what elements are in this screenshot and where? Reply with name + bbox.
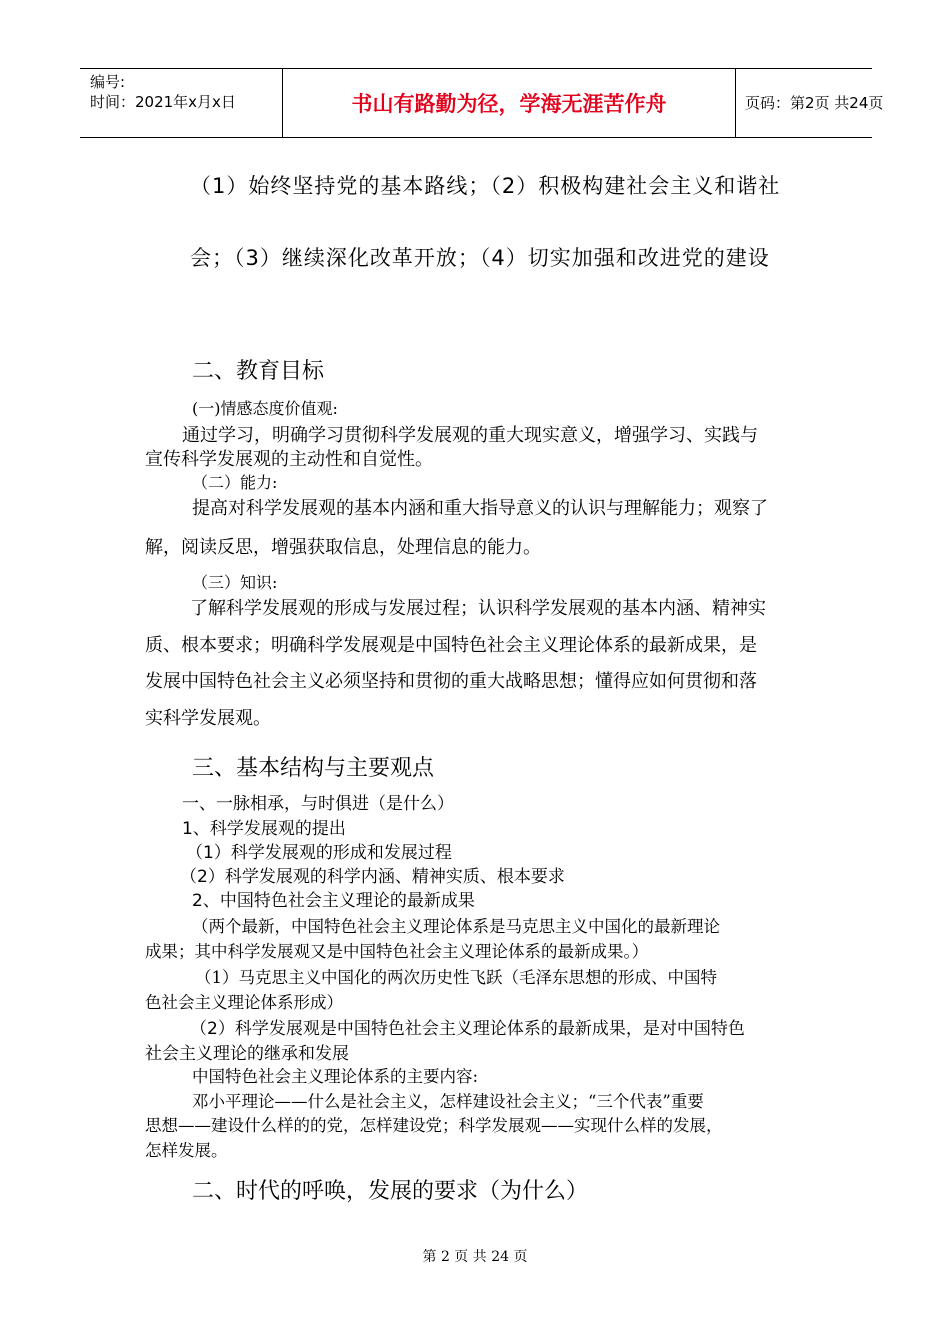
part-1-title: 一、一脉相承，与时俱进（是什么） <box>182 794 454 814</box>
part-2-title: 二、时代的呼唤，发展的要求（为什么） <box>192 1179 589 1204</box>
system-title: 中国特色社会主义理论体系的主要内容: <box>192 1067 479 1086</box>
system-line-1: 邓小平理论——什么是社会主义，怎样建设社会主义；“三个代表”重要 <box>192 1092 704 1111</box>
page-footer: 第 2 页 共 24 页 <box>422 1249 528 1265</box>
header-meta-cell <box>80 69 282 137</box>
item-2-1-line-2: 色社会主义理论体系形成） <box>145 993 343 1012</box>
goal-3-line-2: 质、根本要求；明确科学发展观是中国特色社会主义理论体系的最新成果，是 <box>145 635 757 656</box>
note-line-2: 成果；其中科学发展观又是中国特色社会主义理论体系的最新成果。） <box>145 942 649 961</box>
number-label: 编号: <box>90 73 126 91</box>
section-2-title: 二、教育目标 <box>192 359 325 384</box>
goal-2-title: （二）能力: <box>192 473 278 492</box>
page-info: 页码：第2页 共24页 <box>745 94 884 112</box>
item-2-1-line-1: （1）马克思主义中国化的两次历史性飞跃（毛泽东思想的形成、中国特 <box>195 968 717 987</box>
note-line-1: （两个最新，中国特色社会主义理论体系是马克思主义中国化的最新理论 <box>192 917 720 936</box>
goal-3-line-4: 实科学发展观。 <box>145 708 271 729</box>
goal-2-line-1: 提高对科学发展观的基本内涵和重大指导意义的认识与理解能力；观察了 <box>192 498 768 519</box>
item-2-2-line-2: 社会主义理论的继承和发展 <box>145 1044 349 1064</box>
item-2: 2、中国特色社会主义理论的最新成果 <box>192 891 475 911</box>
goal-1-title: (一)情感态度价值观: <box>192 399 338 418</box>
section-3-title: 三、基本结构与主要观点 <box>192 756 435 781</box>
motto: 书山有路勤为径，学海无涯苦作舟 <box>351 92 667 116</box>
item-1-1: （1）科学发展观的形成和发展过程 <box>186 843 452 863</box>
goal-1-line-1: 通过学习，明确学习贯彻科学发展观的重大现实意义，增强学习、实践与 <box>182 425 758 446</box>
item-1: 1、科学发展观的提出 <box>182 819 346 839</box>
date-label: 时间：2021年x月x日 <box>90 93 236 111</box>
item-2-2-line-1: （2）科学发展观是中国特色社会主义理论体系的最新成果，是对中国特色 <box>190 1019 745 1039</box>
system-line-2: 思想——建设什么样的的党，怎样建设党；科学发展观——实现什么样的发展， <box>145 1116 723 1135</box>
goal-3-title: （三）知识: <box>192 573 278 592</box>
header-motto-cell <box>282 69 736 137</box>
goal-3-line-3: 发展中国特色社会主义必须坚持和贯彻的重大战略思想；懂得应如何贯彻和落 <box>145 671 757 692</box>
goal-2-line-2: 解，阅读反思，增强获取信息，处理信息的能力。 <box>145 537 541 558</box>
header-page-cell <box>735 69 884 137</box>
item-1-2: （2）科学发展观的科学内涵、精神实质、根本要求 <box>180 867 565 887</box>
goal-3-line-1: 了解科学发展观的形成与发展过程；认识科学发展观的基本内涵、精神实 <box>190 598 766 619</box>
intro-line-1: （1）始终坚持党的基本路线；（2）积极构建社会主义和谐社 <box>190 174 781 198</box>
system-line-3: 怎样发展。 <box>145 1141 228 1160</box>
goal-1-line-2: 宣传科学发展观的主动性和自觉性。 <box>145 449 433 470</box>
intro-line-2: 会；（3）继续深化改革开放；（4）切实加强和改进党的建设 <box>190 246 770 270</box>
page-header <box>80 68 884 138</box>
